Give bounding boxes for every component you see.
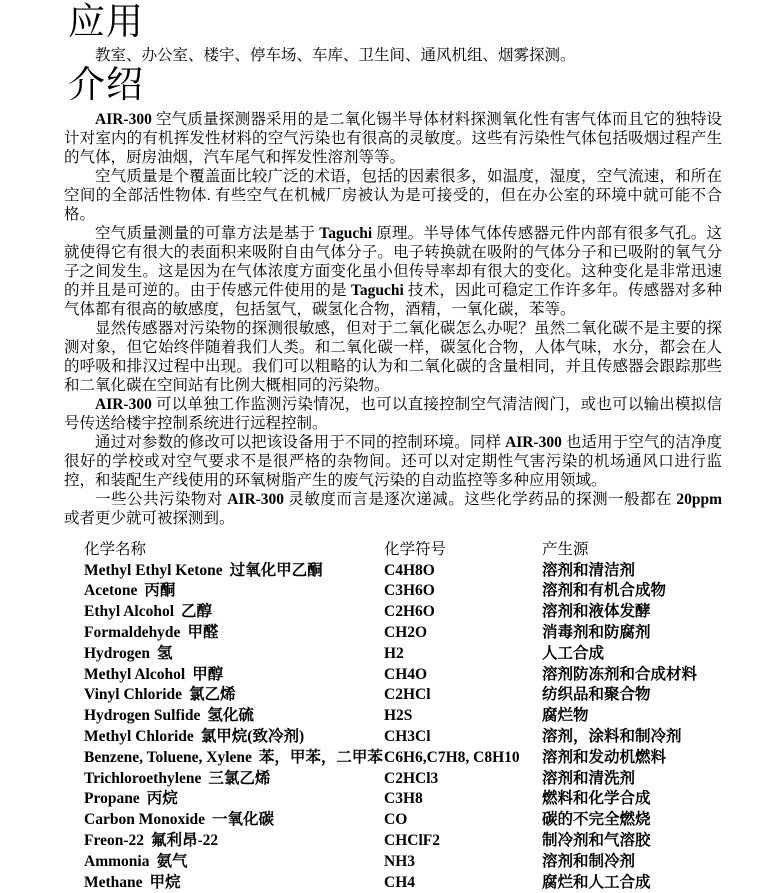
chemical-name-zh: 甲醛 xyxy=(187,624,219,642)
table-row xyxy=(84,581,722,602)
chemical-name-cell xyxy=(84,685,384,706)
table-row xyxy=(84,602,722,623)
chemical-source-cell: 溶剂和液体发酵 xyxy=(542,603,651,621)
chemical-name-zh: 氟利昂-22 xyxy=(150,832,219,850)
paragraph xyxy=(64,224,722,319)
chemical-name-en: Vinyl Chloride xyxy=(84,686,183,704)
chemical-source-cell: 溶剂和制冷剂 xyxy=(542,852,636,870)
introduction-paragraphs xyxy=(64,110,722,528)
bold-term: AIR-300 xyxy=(95,395,152,413)
text-segment: 一些公共污染物对 xyxy=(95,490,228,508)
text-segment: 或者更少就可被探测到。 xyxy=(64,509,235,527)
table-row xyxy=(84,852,722,873)
chemical-source-cell: 溶剂和清洗剂 xyxy=(542,769,636,787)
chemical-name-en: Methane xyxy=(84,873,143,891)
chemical-source-cell: 碳的不完全燃烧 xyxy=(542,811,651,829)
chemical-source-cell: 燃料和化学合成 xyxy=(542,790,651,808)
chemical-name-en: Methyl Chloride xyxy=(84,728,194,746)
chemical-symbol-cell: CH4O xyxy=(384,665,428,683)
chemical-source-cell: 腐烂物 xyxy=(542,707,589,725)
chemical-source-cell: 溶剂和清洁剂 xyxy=(542,561,636,579)
text-segment: 空气质量探测器采用的是二氧化锡半导体材料探测氧化性有害气体而且它的独特设计对室内的有机挥发性材料的空气污染也有很高的灵敏度。这些有污染性气体包括吸烟过程产生的气体，厨房油烟，汽车尾气和挥发性溶剂等等。 xyxy=(64,110,722,166)
text-segment: 原理。半导体气体传感器元件内部有很多气孔。这就使得它有很大的表面积来吸附自由气体分子。电子转换就在吸附的气体分子和已吸附的氧气分子之间发生。这是因为在气体浓度方面变化虽小但传导率却有很大的变化。这种变化是非常迅速的并且是可逆的。由于传感元件使用的是 xyxy=(64,224,722,299)
chemical-name-cell xyxy=(84,561,384,582)
text-segment: 空气质量是个覆盖面比较广泛的术语，包括的因素很多，如温度，湿度，空气流速，和所在空间的全部活性物体. 有些空气在机械厂房被认为是可接受的，但在办公室的环境中就可能不合格。 xyxy=(64,167,722,223)
chemical-symbol-cell: C6H6,C7H8, C8H10 xyxy=(384,748,520,766)
chemical-name-en: Acetone xyxy=(84,582,138,600)
section-heading-application: 应用 xyxy=(68,2,144,43)
table-row xyxy=(84,665,722,686)
bold-term: AIR-300 xyxy=(505,433,562,451)
bold-term: Taguchi xyxy=(319,224,373,242)
chemical-name-en: Propane xyxy=(84,790,140,808)
chemical-name-cell xyxy=(84,748,384,769)
table-row xyxy=(84,561,722,582)
chemical-name-cell xyxy=(84,810,384,831)
chemical-source-cell: 人工合成 xyxy=(542,644,605,662)
paragraph xyxy=(64,319,722,395)
table-row xyxy=(84,748,722,769)
chemical-symbol-cell: C2HCl xyxy=(384,686,431,704)
application-paragraphs xyxy=(64,46,722,65)
chemical-source-cell: 纺织品和聚合物 xyxy=(542,686,651,704)
text-segment: 空气质量测量的可靠方法是基于 xyxy=(95,224,320,242)
text-segment: 也适用于空气的洁净度很好的学校或对空气要求不是很严格的杂物间。还可以对定期性气害污染的机场通风口进行监控，和装配生产线使用的环氧树脂产生的废气污染的自动监控等多种应用领域。 xyxy=(64,433,722,489)
chemical-name-cell xyxy=(84,831,384,852)
table-row xyxy=(84,644,722,665)
chemical-name-en: Methyl Ethyl Ketone xyxy=(84,561,223,579)
text-segment: 显然传感器对污染物的探测很敏感，但对于二氧化碳怎么办呢？虽然二氧化碳不是主要的探测对象，但它始终伴随着我们人类。和二氧化碳一样，碳氢化合物，人体气味，水分，都会在人的呼吸和排汉过程中出现。我们可以粗略的认为和二氧化碳的含量相同，并且传感器会跟踪那些和二氧化碳在空间站有比例大概相同的污染物。 xyxy=(64,319,722,394)
chemical-source-cell: 腐烂和人工合成 xyxy=(542,873,651,891)
table-row xyxy=(84,831,722,852)
paragraph xyxy=(64,46,722,65)
chemical-symbol-cell: CH4 xyxy=(384,873,415,891)
chemical-name-cell xyxy=(84,727,384,748)
table-row xyxy=(84,769,722,790)
chemical-name-cell xyxy=(84,665,384,686)
bold-term: 20ppm xyxy=(676,490,722,508)
chemical-name-cell xyxy=(84,581,384,602)
paragraph xyxy=(64,433,722,490)
table-row xyxy=(84,685,722,706)
table-row xyxy=(84,789,722,810)
chemical-symbol-cell: C2HCl3 xyxy=(384,769,439,787)
column-header: 化学名称 xyxy=(84,540,147,558)
chemical-symbol-cell: C3H8 xyxy=(384,790,423,808)
paragraph xyxy=(64,490,722,528)
text-segment: 通过对参数的修改可以把该设备用于不同的控制环境。同样 xyxy=(95,433,506,451)
chemical-symbol-cell: NH3 xyxy=(384,852,415,870)
chemical-source-cell: 溶剂，涂料和制冷剂 xyxy=(542,728,682,746)
chemical-symbol-cell: C3H6O xyxy=(384,582,435,600)
chemical-name-zh: 丙烷 xyxy=(146,790,178,808)
chemical-name-cell xyxy=(84,623,384,644)
chemical-symbol-cell: C4H8O xyxy=(384,561,435,579)
chemical-symbol-cell: CO xyxy=(384,811,408,829)
chemical-name-cell xyxy=(84,706,384,727)
chemical-name-en: Ammonia xyxy=(84,852,150,870)
chemical-name-cell xyxy=(84,602,384,623)
chemical-name-zh: 过氧化甲乙酮 xyxy=(229,561,323,579)
chemical-symbol-cell: CH2O xyxy=(384,624,428,642)
text-segment: 技术，因此可稳定工作许多年。传感器对多种气体都有很高的敏感度，包括氢气，碳氢化合物，酒精，一氧化碳，苯等。 xyxy=(64,281,722,318)
table-row xyxy=(84,623,722,644)
chemical-name-en: Benzene, Toluene, Xylene xyxy=(84,748,252,766)
chemical-name-cell xyxy=(84,644,384,665)
chemical-source-cell: 溶剂和发动机燃料 xyxy=(542,748,667,766)
chemical-name-en: Hydrogen Sulfide xyxy=(84,707,201,725)
chemical-name-cell xyxy=(84,769,384,790)
chemical-name-zh: 三氯乙烯 xyxy=(208,769,271,787)
chemical-source-cell: 消毒剂和防腐剂 xyxy=(542,624,651,642)
chemical-symbol-cell: CH3Cl xyxy=(384,728,431,746)
section-heading-introduction: 介绍 xyxy=(68,65,144,107)
table-row xyxy=(84,810,722,831)
chemical-name-zh: 甲烷 xyxy=(149,873,181,891)
bold-term: Taguchi xyxy=(350,281,404,299)
chemical-name-zh: 甲醇 xyxy=(192,665,224,683)
chemical-name-en: Freon-22 xyxy=(84,832,144,850)
paragraph xyxy=(64,395,722,433)
column-header: 产生源 xyxy=(542,540,589,558)
paragraph xyxy=(64,110,722,167)
chemical-name-zh: 氯乙烯 xyxy=(189,686,236,704)
table-row xyxy=(84,873,722,893)
chemical-source-cell: 溶剂防冻剂和合成材料 xyxy=(542,665,698,683)
chemical-name-zh: 一氧化碳 xyxy=(212,811,275,829)
chemical-symbol-cell: H2S xyxy=(384,707,413,725)
chemical-name-zh: 氨气 xyxy=(156,852,188,870)
text-segment: 灵敏度而言是逐次递减。这些化学药品的探测一般都在 xyxy=(284,490,677,508)
chemical-symbol-cell: CHClF2 xyxy=(384,832,440,850)
paragraph xyxy=(64,167,722,224)
table-header-row xyxy=(84,540,722,561)
chemical-source-cell: 制冷剂和气溶胶 xyxy=(542,832,651,850)
bold-term: AIR-300 xyxy=(227,490,285,508)
bold-term: AIR-300 xyxy=(95,110,152,128)
chemical-table xyxy=(84,540,722,893)
table-row xyxy=(84,706,722,727)
chemical-name-zh: 丙酮 xyxy=(144,582,176,600)
chemical-name-en: Trichloroethylene xyxy=(84,769,202,787)
chemical-source-cell: 溶剂和有机合成物 xyxy=(542,582,667,600)
column-header: 化学符号 xyxy=(384,540,447,558)
text-segment: 可以单独工作监测污染情况，也可以直接控制空气清洁阀门，或也可以输出模拟信号传送给楼宇控制系统进行远程控制。 xyxy=(64,395,722,432)
chemical-name-zh: 氢化硫 xyxy=(207,707,254,725)
chemical-name-cell xyxy=(84,789,384,810)
table-row xyxy=(84,727,722,748)
chemical-name-cell xyxy=(84,852,384,873)
chemical-name-en: Formaldehyde xyxy=(84,624,181,642)
chemical-name-zh: 乙醇 xyxy=(181,603,213,621)
chemical-symbol-cell: C2H6O xyxy=(384,603,435,621)
text-segment: 教室、办公室、楼宇、停车场、车库、卫生间、通风机组、烟雾探测。 xyxy=(95,47,576,65)
chemical-name-en: Carbon Monoxide xyxy=(84,811,205,829)
chemical-symbol-cell: H2 xyxy=(384,644,404,662)
chemical-name-zh: 苯，甲苯，二甲苯 xyxy=(258,748,383,766)
chemical-name-en: Hydrogen xyxy=(84,644,151,662)
chemical-name-en: Methyl Alcohol xyxy=(84,665,186,683)
chemical-name-en: Ethyl Alcohol xyxy=(84,603,175,621)
chemical-name-cell xyxy=(84,873,384,893)
chemical-name-zh: 氯甲烷(致冷剂) xyxy=(200,728,305,746)
chemical-name-zh: 氢 xyxy=(157,644,173,662)
